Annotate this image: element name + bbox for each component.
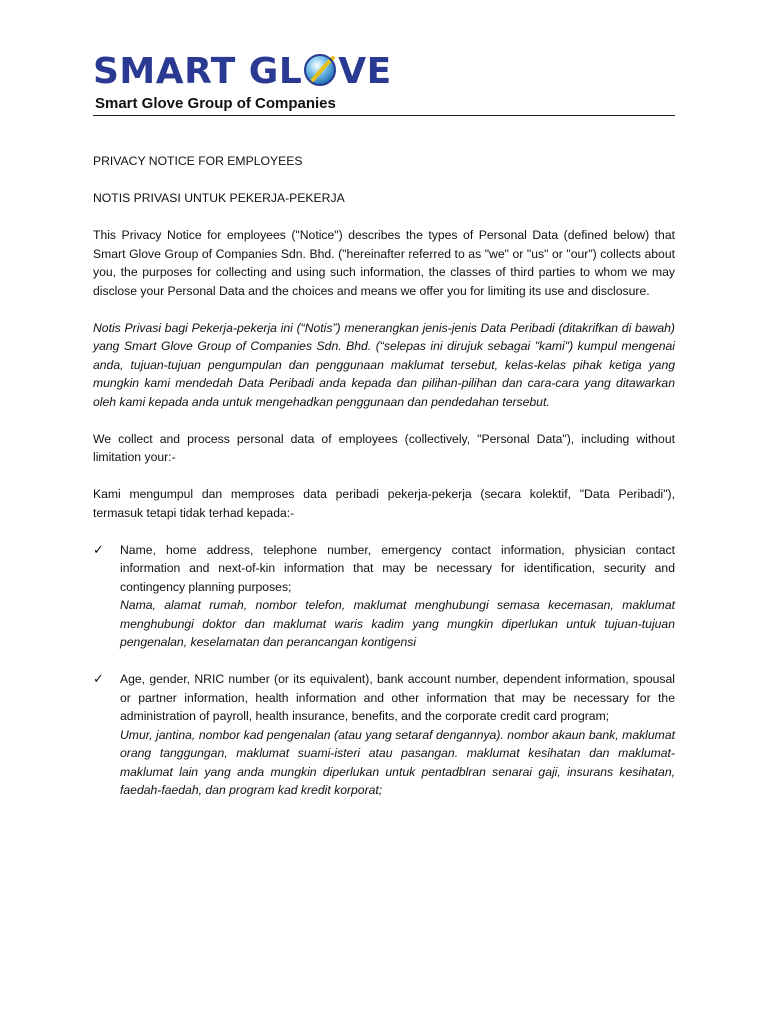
checkmark-icon: ✓: [93, 541, 104, 557]
item-malay: Nama, alamat rumah, nombor telefon, maklumat menghubungi semasa kecemasan, maklumat menghubungi doktor dan maklumat waris kadim yang mungkin diperlukan untuk tujuan-tujuan pengenalan, keselamatan dan perancangan kontigensi: [120, 598, 675, 649]
item-english: Name, home address, telephone number, emergency contact information, physician contact information and next-of-kin information that may be necessary for identification, security and contingency planning purposes;: [120, 542, 675, 594]
globe-logo-icon: [303, 53, 337, 92]
notice-body: [93, 152, 675, 800]
data-category-list: [93, 541, 675, 800]
collect-english: We collect and process personal data of employees (collectively, "Personal Data"), including without limitation your:-: [93, 431, 675, 464]
title-english: PRIVACY NOTICE FOR EMPLOYEES: [93, 154, 303, 168]
item-english: Age, gender, NRIC number (or its equivalent), bank account number, dependent information, spousal or partner information, health information and other information that may be necessary for the administration of payroll, health insurance, benefits, and the corporate credit card program;: [120, 672, 675, 723]
list-item: [93, 541, 675, 652]
company-name: Smart Glove Group of Companies: [95, 95, 336, 112]
collect-malay: Kami mengumpul dan memproses data peribadi pekerja-pekerja (secara kolektif, "Data Peribadi"), termasuk tetapi tidak terhad kepada:-: [93, 487, 675, 520]
intro-english: This Privacy Notice for employees ("Notice") describes the types of Personal Data (defined below) that Smart Glove Group of Companies Sdn. Bhd. ("hereinafter referred to as "we" or "us" or "our") collects about you, the purposes for collecting and using such information, the classes of third parties to whom we may disclose your Personal Data and the choices and means we offer you for limiting its use and disclosure.: [93, 228, 675, 298]
checkmark-icon: ✓: [93, 671, 104, 686]
intro-malay: Notis Privasi bagi Pekerja-pekerja ini (“Notis”) menerangkan jenis-jenis Data Peribadi (ditakrifkan di bawah) yang Smart Glove Group of Companies Sdn. Bhd. (“selepas ini dirujuk sebagai "kami") kumpul mengenai anda, tujuan-tujuan pengumpulan dan penggunaan maklumat tersebut, kelas-kelas pihak ketiga yang mungkin kami mendedah Data Peribadi anda kepada dan pilihan-pilihan dan cara-cara yang ditawarkan oleh kami kepada anda untuk mengehadkan penggunaan dan pendedahan tersebut.: [93, 320, 675, 409]
list-item: [93, 670, 675, 800]
title-malay: NOTIS PRIVASI UNTUK PEKERJA-PEKERJA: [93, 191, 345, 205]
item-malay: Umur, jantina, nombor kad pengenalan (atau yang setaraf dengannya). nombor akaun bank, maklumat orang tanggungan, maklumat suami-isteri atau pasangan. maklumat kesihatan dan maklumat-maklumat lain yang anda mungkin diperlukan untuk pentadblran senarai gaji, insurans kesihatan, faedah-faedah, dan program kad kredit korporat;: [120, 727, 675, 797]
logo-text-left: SMART GL: [93, 51, 303, 92]
header-divider: [93, 115, 675, 116]
logo-text-right: VE: [338, 51, 392, 92]
company-logo: [93, 52, 392, 92]
